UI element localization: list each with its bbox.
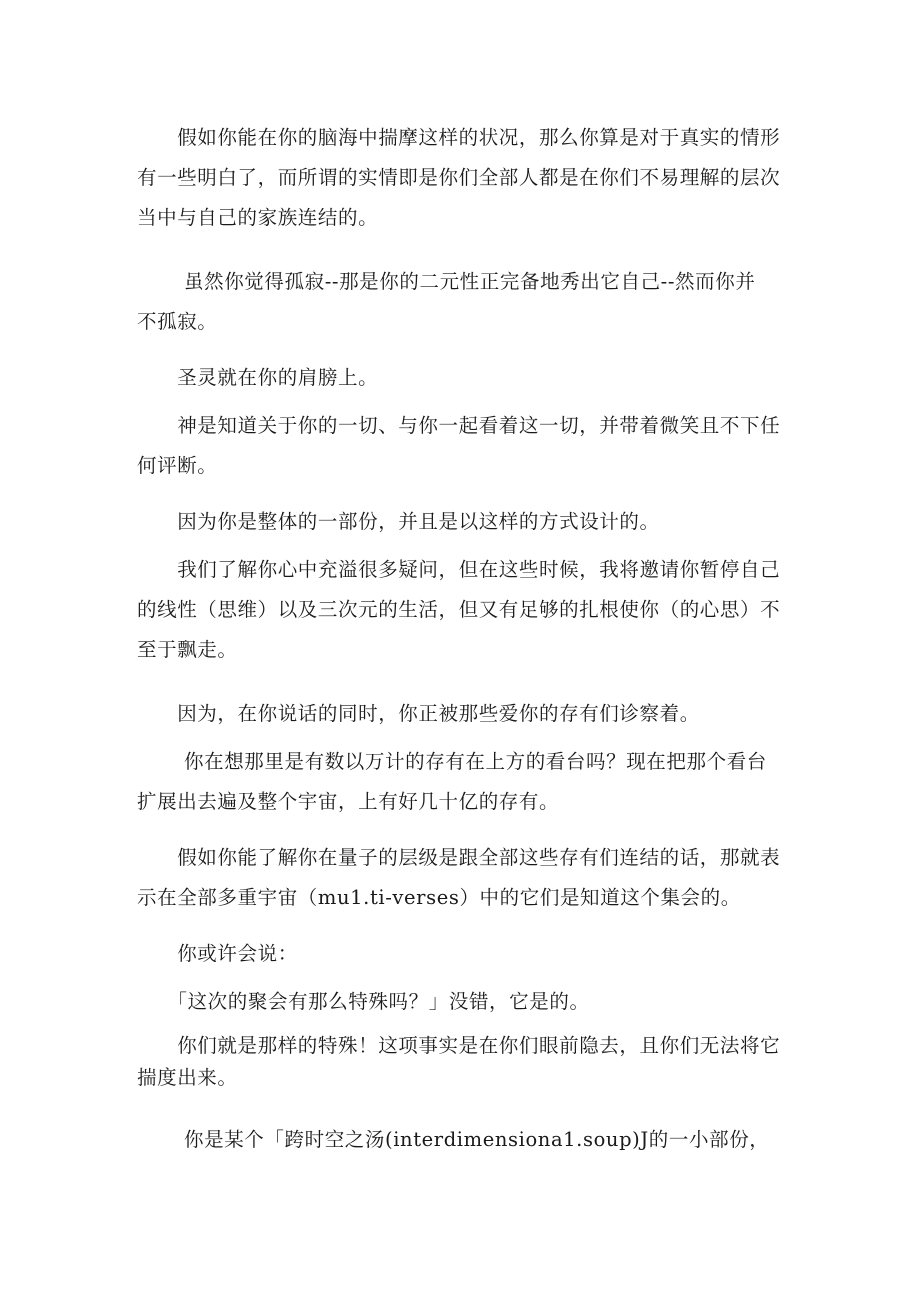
text-line: 你们就是那样的特殊！这项事实是在你们眼前隐去，且你们无法将它 [137,1034,781,1057]
text-line: 因为你是整体的一部份，并且是以这样的方式设计的。 [137,510,660,533]
text-line: 示在全部多重宇宙（mu1.ti-verses）中的它们是知道这个集会的。 [137,886,741,909]
paragraph-10 [137,934,787,974]
paragraph-3 [137,358,787,398]
paragraph-1 [137,118,787,238]
paragraph-2 [137,262,787,342]
text-line: 至于飘走。 [137,638,238,661]
text-line: 揣度出来。 [137,1066,238,1089]
text-line: 你是某个「跨时空之汤(interdimensiona1.soup)J的一小部份， [137,1128,770,1151]
text-line: 你在想那里是有数以万计的存有在上方的看台吗？现在把那个看台 [137,750,767,773]
paragraph-9 [137,838,787,918]
text-line: 「这次的聚会有那么特殊吗？」没错，它是的。 [137,990,590,1013]
paragraph-4 [137,406,787,486]
paragraph-7 [137,694,787,734]
text-line: 因为，在你说话的同时，你正被那些爱你的存有们诊察着。 [137,702,700,725]
text-line: 假如你能在你的脑海中揣摩这样的状况，那么你算是对于真实的情形 [137,126,781,149]
text-line: 的线性（思维）以及三次元的生活，但又有足够的扎根使你（的心思）不 [137,598,781,621]
text-line: 我们了解你心中充溢很多疑问，但在这些时候，我将邀请你暂停自己 [137,558,781,581]
paragraph-13 [137,1120,787,1160]
paragraph-6 [137,550,787,670]
text-line: 神是知道关于你的一切、与你一起看着这一切，并带着微笑且不下任 [137,414,781,437]
paragraph-8 [137,742,787,822]
paragraph-5 [137,502,787,542]
text-line: 假如你能了解你在量子的层级是跟全部这些存有们连结的话，那就表 [137,846,781,869]
text-line: 扩展出去遍及整个宇宙，上有好几十亿的存有。 [137,790,560,813]
text-line: 你或许会说： [137,942,298,965]
text-line: 有一些明白了，而所谓的实情即是你们全部人都是在你们不易理解的层次 [137,166,781,189]
text-line: 虽然你觉得孤寂--那是你的二元性正完备地秀出它自己--然而你并 [137,270,756,293]
text-line: 圣灵就在你的肩膀上。 [137,366,379,389]
text-line: 当中与自己的家族连结的。 [137,206,379,229]
text-line: 何评断。 [137,454,218,477]
text-line: 不孤寂。 [137,310,218,333]
paragraph-12 [137,1030,787,1094]
paragraph-11 [137,982,787,1022]
